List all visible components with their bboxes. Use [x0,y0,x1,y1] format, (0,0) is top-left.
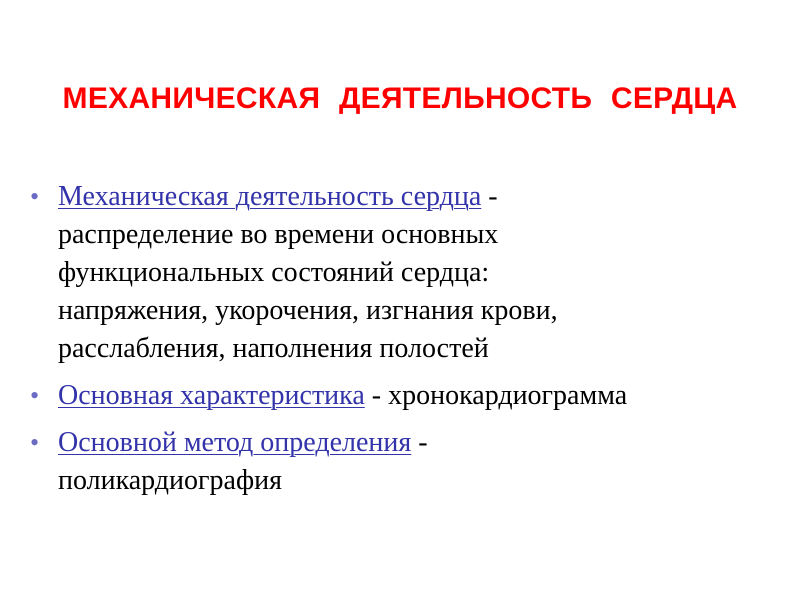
term-rest: - [411,427,428,458]
term-link[interactable]: Механическая деятельность сердца [58,181,482,212]
bullet-item-characteristic [30,377,790,415]
bullet-first-line [58,377,790,415]
bullet-first-line [58,424,790,462]
bullet-line: расслабления, наполнения полостей [58,333,489,364]
bullet-line: поликардиография [58,465,282,496]
bullet-first-line [58,178,790,216]
bullet-dot-icon: • [30,381,40,410]
term-rest: - [481,181,498,212]
bullet-line: напряжения, укорочения, изгнания крови, [58,295,558,326]
bullet-dot-icon: • [30,182,40,211]
bullet-list [30,178,790,509]
bullet-line: функциональных состояний сердца: [58,257,490,288]
bullet-item-method [30,424,790,500]
term-rest: - хронокардиограмма [364,380,628,411]
bullet-item-definition [30,178,790,368]
term-link[interactable]: Основной метод определения [58,427,412,458]
bullet-line: распределение во времени основных [58,219,499,250]
term-link[interactable]: Основная характеристика [58,380,365,411]
bullet-dot-icon: • [30,428,40,457]
slide-title: МЕХАНИЧЕСКАЯ ДЕЯТЕЛЬНОСТЬ СЕРДЦА [62,82,738,115]
